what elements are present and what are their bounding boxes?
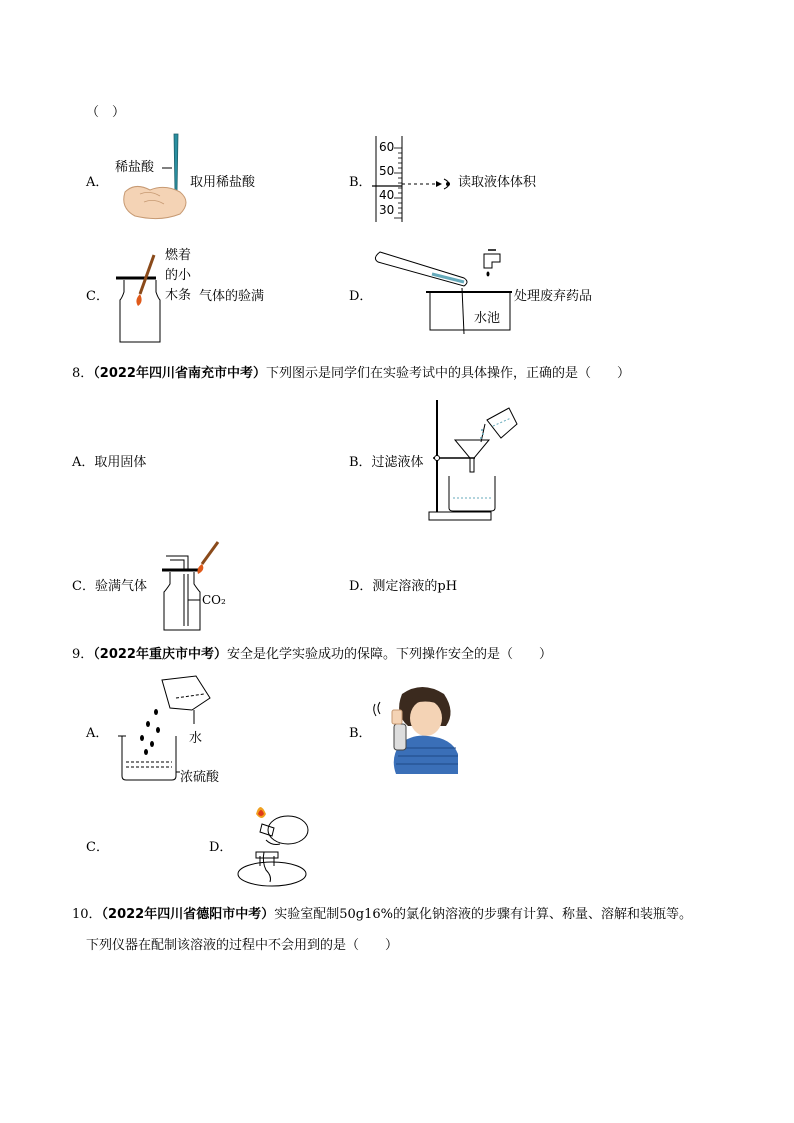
- q7-option-d-label-side: 处理废弃药品: [514, 289, 593, 304]
- q7-option-b-letter[interactable]: B．: [349, 175, 372, 190]
- q9-stem-text: 安全是化学实验成功的保障。下列操作安全的是（ ）: [226, 647, 552, 662]
- q8-option-d[interactable]: D．测定溶液的pH: [349, 579, 458, 594]
- q7-option-d-letter[interactable]: D．: [349, 289, 373, 304]
- q7-answer-paren: （ ）: [86, 105, 126, 120]
- q10-source: （2022年四川省德阳市中考）: [101, 907, 275, 922]
- q7-b-tick-30: 30: [379, 203, 395, 217]
- q7-option-c-letter[interactable]: C．: [86, 289, 109, 304]
- q8-stem: [72, 362, 630, 381]
- q8-option-c[interactable]: C．验满气体: [72, 579, 147, 594]
- q9-option-a-acid-label: 浓硫酸: [180, 770, 220, 785]
- q7-option-a-letter[interactable]: A．: [86, 175, 109, 190]
- q7-option-d-label-basin: 水池: [474, 311, 501, 326]
- q10-stem-line1: [72, 903, 692, 922]
- q7-b-tick-60: 60: [379, 140, 395, 154]
- q9-option-a-water-label: 水: [189, 731, 203, 746]
- q7-option-b-label: 读取液体体积: [458, 175, 537, 190]
- q7-option-b-eye-sightline: [402, 176, 457, 192]
- q10-stem-line2: 下列仪器在配制该溶液的过程中不会用到的是（ ）: [86, 938, 399, 953]
- q8-source: （2022年四川省南充市中考）: [93, 366, 266, 381]
- q9-option-b-letter[interactable]: B．: [349, 726, 372, 741]
- q7-option-c-label-line2: 的小: [165, 268, 192, 283]
- q8-stem-text: 下列图示是同学们在实验考试中的具体操作，正确的是（ ）: [265, 366, 630, 381]
- q8-option-b-filtration-illustration: [425, 398, 520, 522]
- q7-option-a-dropper-hand-illustration: [120, 132, 200, 222]
- q8-option-a[interactable]: A．取用固体: [72, 455, 147, 470]
- q9-option-d-alcohol-lamps-illustration: [232, 800, 314, 890]
- q8-option-c-co2-bottle-illustration: [160, 540, 225, 632]
- q10-number: 10．: [72, 907, 102, 922]
- q7-b-tick-50: 50: [379, 164, 395, 178]
- q8-option-c-gas-label: CO₂: [202, 593, 226, 607]
- q9-stem: [72, 643, 552, 662]
- q9-option-b-smelling-boy-illustration: [372, 684, 462, 776]
- q9-option-c-letter[interactable]: C．: [86, 840, 109, 855]
- q9-number: 9．: [72, 647, 94, 662]
- q9-option-d-letter[interactable]: D．: [209, 840, 233, 855]
- q7-option-c-gas-bottle-illustration: [112, 250, 172, 345]
- q9-option-a-letter[interactable]: A．: [86, 726, 109, 741]
- q10-stem-line1-text: 实验室配制50g16%的氯化钠溶液的步骤有计算、称量、溶解和装瓶等。: [274, 907, 692, 922]
- q8-number: 8．: [72, 366, 94, 381]
- q7-option-d-test-tube-sink-illustration: [372, 248, 512, 340]
- q7-option-a-label-side: 取用稀盐酸: [190, 175, 256, 190]
- q7-option-a-label-top: 稀盐酸: [115, 160, 155, 175]
- q8-option-b[interactable]: B．过滤液体: [349, 455, 424, 470]
- q7-option-c-label-line1: 燃着: [165, 248, 192, 263]
- q7-option-c-label-side: 气体的验满: [199, 289, 265, 304]
- q9-source: （2022年重庆市中考）: [93, 647, 227, 662]
- q7-b-tick-40: 40: [379, 188, 395, 202]
- q7-option-c-label-line3: 木条: [165, 288, 192, 303]
